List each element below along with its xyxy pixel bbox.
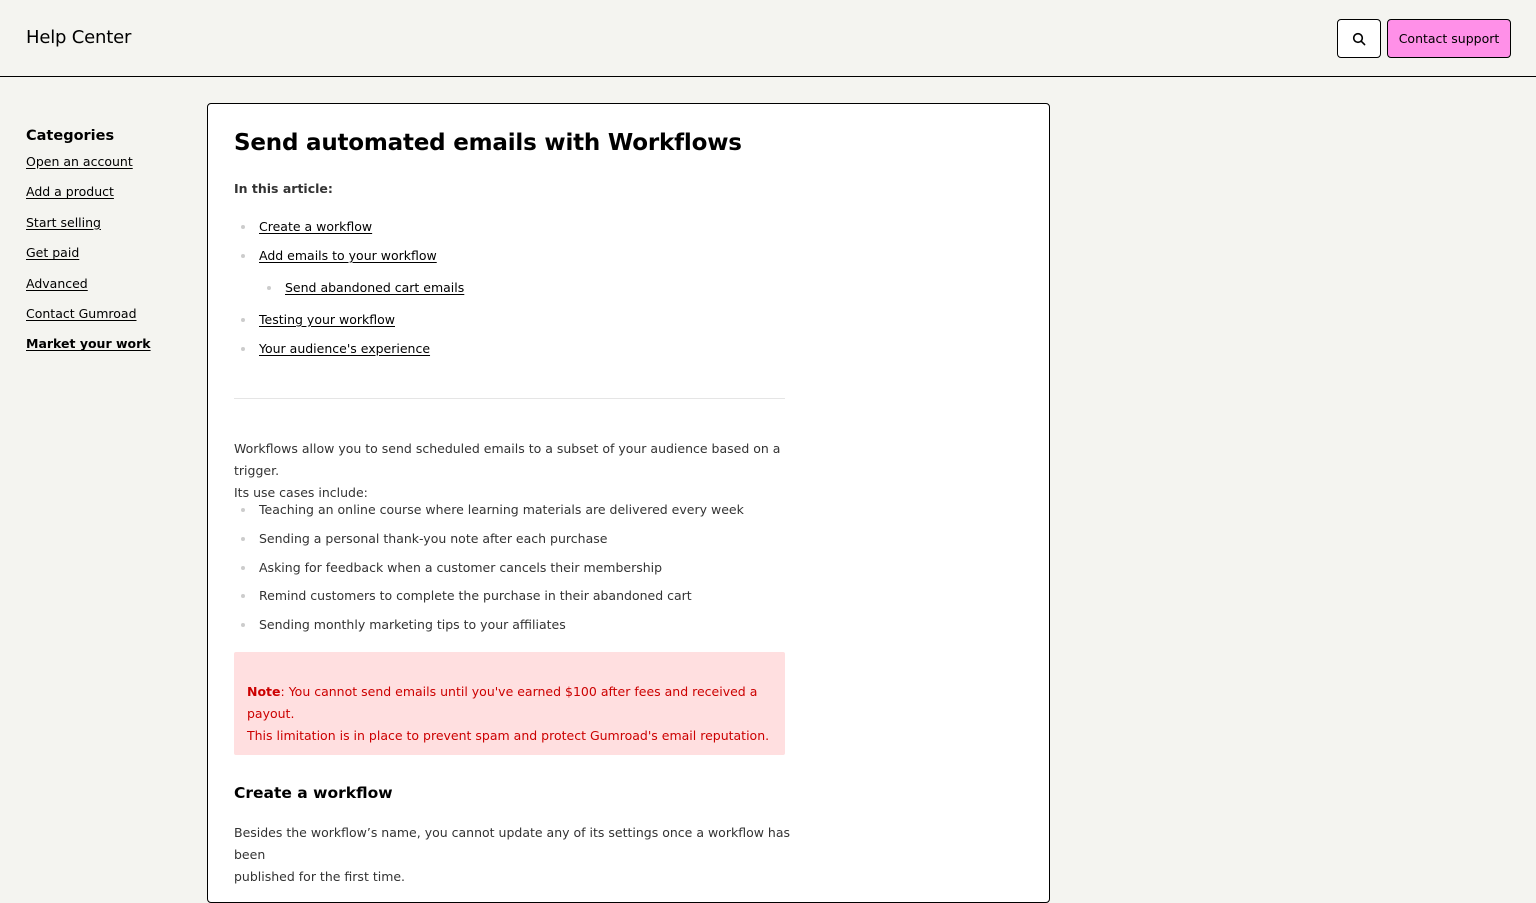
use-case-text: Remind customers to complete the purchase in their abandoned cart <box>259 588 692 603</box>
note-line: This limitation is in place to prevent spam and protect Gumroad's email reputation. <box>247 728 770 743</box>
bullet-icon <box>267 286 271 290</box>
note-callout <box>234 652 785 755</box>
bullet-icon <box>241 623 245 627</box>
bullet-icon <box>241 347 245 351</box>
note-text: : You cannot send emails until you've earned $100 after fees and received a payout. <box>247 684 758 721</box>
bullet-icon <box>241 594 245 598</box>
search-icon <box>1352 32 1366 46</box>
toc-item <box>259 219 372 234</box>
sidebar-item-advanced[interactable]: Advanced <box>26 275 88 291</box>
sidebar-item-contact-gumroad[interactable]: Contact Gumroad <box>26 305 137 321</box>
section-line: Besides the workflow’s name, you cannot update any of its settings once a workflow has been <box>234 825 791 862</box>
intro-line: Its use cases include: <box>234 485 368 500</box>
toc-link-testing[interactable]: Testing your workflow <box>259 312 395 327</box>
toc-item <box>259 341 430 356</box>
toc-item <box>259 248 437 263</box>
section-paragraph <box>234 822 794 888</box>
contact-support-button[interactable]: Contact support <box>1387 19 1511 58</box>
article-title: Send automated emails with Workflows <box>234 130 742 156</box>
note-label: Note <box>247 684 281 699</box>
list-item <box>259 502 744 517</box>
top-bar <box>0 0 1536 77</box>
sidebar-item-get-paid[interactable]: Get paid <box>26 245 80 261</box>
list-item <box>259 617 566 632</box>
sidebar-item-start-selling[interactable]: Start selling <box>26 214 101 230</box>
in-this-article-label: In this article: <box>234 181 333 196</box>
bullet-icon <box>241 254 245 258</box>
categories-sidebar <box>26 128 186 367</box>
list-item <box>259 560 662 575</box>
toc-link-abandoned-cart[interactable]: Send abandoned cart emails <box>285 280 465 295</box>
bullet-icon <box>241 566 245 570</box>
toc-link-create-a-workflow[interactable]: Create a workflow <box>259 219 373 234</box>
bullet-icon <box>241 537 245 541</box>
toc-link-audience-experience[interactable]: Your audience's experience <box>259 341 431 356</box>
search-button[interactable] <box>1337 19 1381 58</box>
brand-title[interactable]: Help Center <box>26 27 132 48</box>
list-item <box>259 588 692 603</box>
sidebar-item-add-a-product[interactable]: Add a product <box>26 184 114 200</box>
toc-link-add-emails[interactable]: Add emails to your workflow <box>259 248 437 263</box>
note-line <box>247 681 772 725</box>
intro-line: Workflows allow you to send scheduled emails to a subset of your audience based on a trigger. <box>234 441 781 478</box>
categories-heading: Categories <box>26 128 115 144</box>
toc-subitem <box>285 280 464 295</box>
article-card <box>207 103 1050 903</box>
sidebar-item-open-an-account[interactable]: Open an account <box>26 154 133 169</box>
bullet-icon <box>241 318 245 322</box>
use-case-text: Asking for feedback when a customer cancels their membership <box>259 560 663 575</box>
divider <box>234 398 785 399</box>
sidebar-item-market-your-work[interactable]: Market your work <box>26 336 151 352</box>
list-item <box>259 531 607 546</box>
section-heading-create-workflow: Create a workflow <box>234 784 393 802</box>
use-case-text: Sending a personal thank-you note after each purchase <box>259 531 608 546</box>
use-case-text: Teaching an online course where learning materials are delivered every week <box>259 502 744 517</box>
section-line: published for the first time. <box>234 869 406 884</box>
bullet-icon <box>241 225 245 229</box>
intro-paragraph <box>234 438 794 504</box>
use-case-text: Sending monthly marketing tips to your affiliates <box>259 617 566 632</box>
bullet-icon <box>241 508 245 512</box>
toc-item <box>259 312 395 327</box>
